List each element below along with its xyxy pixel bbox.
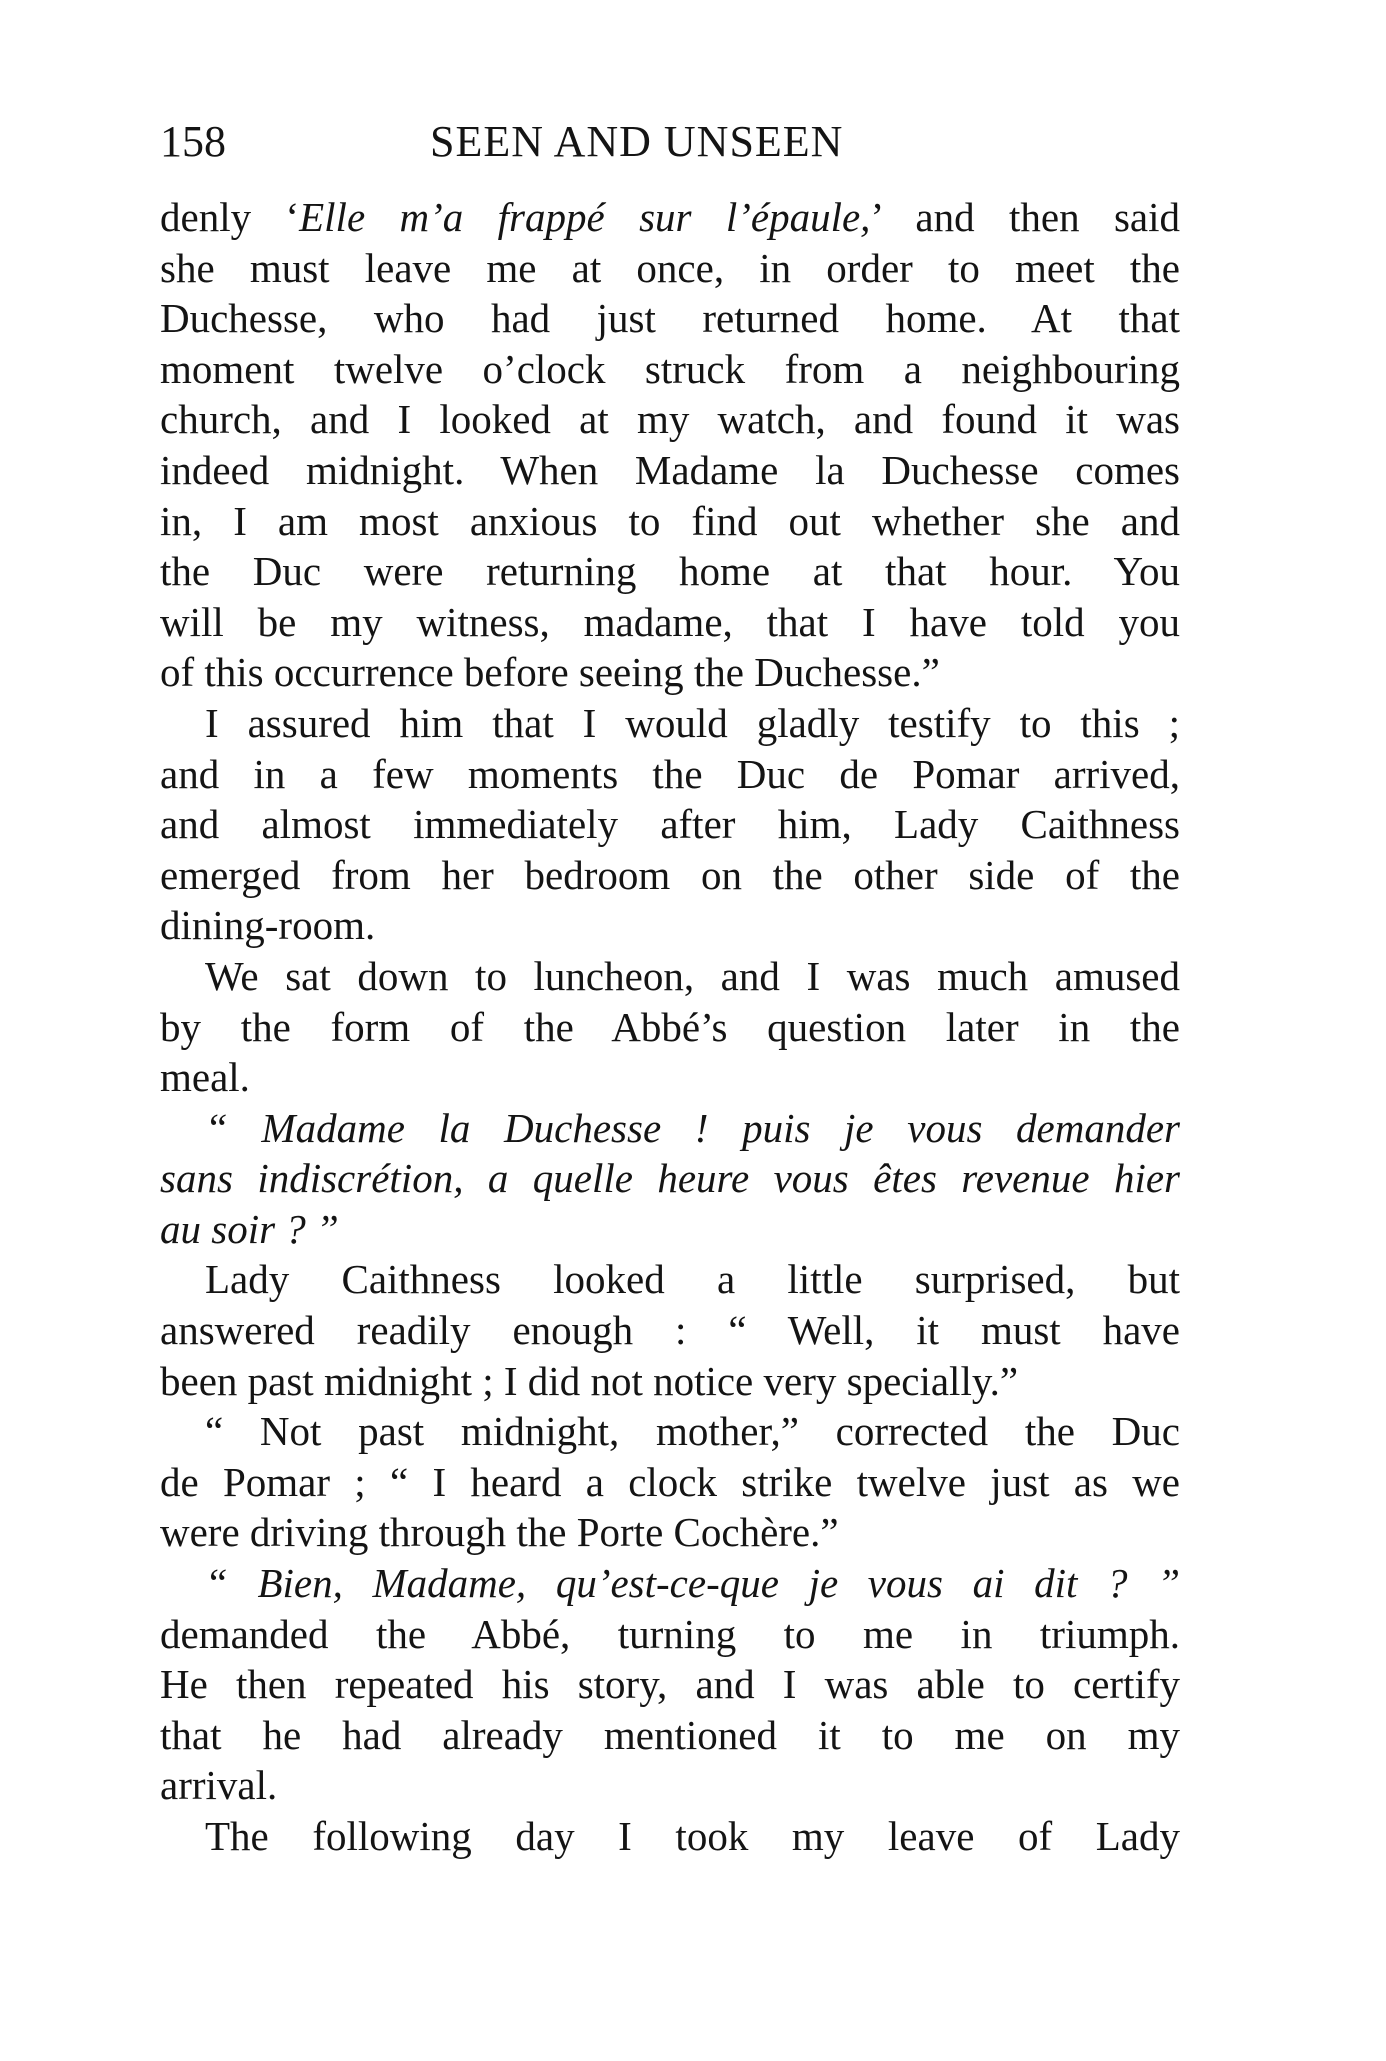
text-line: will be my witness, madame, that I have told you <box>160 598 1180 645</box>
text-line: arrival. <box>160 1762 278 1809</box>
text-line: that he had already mentioned it to me on my <box>160 1711 1180 1758</box>
body-text <box>160 192 1180 1862</box>
text-line: of this occurrence before seeing the Duchesse.” <box>160 649 940 696</box>
text-line: au soir ? ” <box>160 1205 339 1252</box>
running-header <box>160 112 1180 172</box>
text-line: church, and I looked at my watch, and found it was <box>160 396 1180 443</box>
text-line: were driving through the Porte Cochère.” <box>160 1509 839 1556</box>
text-line: answered readily enough : “ Well, it must have <box>160 1307 1180 1354</box>
text-line: We sat down to luncheon, and I was much amused <box>205 952 1180 999</box>
text-line: de Pomar ; “ I heard a clock strike twelve just as we <box>160 1458 1180 1505</box>
text-line: meal. <box>160 1054 250 1101</box>
text-line: emerged from her bedroom on the other side of the <box>160 851 1180 898</box>
text-line: The following day I took my leave of Lady <box>205 1813 1180 1859</box>
text-line: moment twelve o’clock struck from a neighbouring <box>160 345 1180 392</box>
text-line: Duchesse, who had just returned home. At that <box>160 295 1180 342</box>
text-line: sans indiscrétion, a quelle heure vous êtes revenue hier <box>160 1155 1180 1202</box>
french-quote: Elle m’a frappé sur l’épaule, <box>299 194 871 240</box>
running-title: SEEN AND UNSEEN <box>430 117 844 166</box>
page-number: 158 <box>160 117 226 166</box>
text-line: and in a few moments the Duc de Pomar arrived, <box>160 750 1180 797</box>
text-line: in, I am most anxious to find out whether she and <box>160 497 1180 544</box>
text-line: “ Bien, Madame, qu’est-ce-que je vous ai dit ? ” <box>205 1560 1180 1607</box>
text-line: she must leave me at once, in order to meet the <box>160 244 1180 291</box>
text-line: and almost immediately after him, Lady Caithness <box>160 801 1180 848</box>
text-line: Lady Caithness looked a little surprised, but <box>205 1256 1180 1303</box>
text-line: “ Not past midnight, mother,” corrected the Duc <box>205 1408 1180 1455</box>
text-line: dining-room. <box>160 902 376 949</box>
text-line: denly ‘Elle m’a frappé sur l’épaule,’ and then said <box>160 194 1180 240</box>
text-line: been past midnight ; I did not notice very specially.” <box>160 1357 1019 1404</box>
text-line: indeed midnight. When Madame la Duchesse comes <box>160 446 1180 493</box>
text-line: “ Madame la Duchesse ! puis je vous demander <box>205 1104 1180 1151</box>
text-line: the Duc were returning home at that hour. You <box>160 548 1180 595</box>
text-line: I assured him that I would gladly testify to this ; <box>205 699 1180 746</box>
text-line: demanded the Abbé, turning to me in triumph. <box>160 1610 1180 1657</box>
text-line: He then repeated his story, and I was able to certify <box>160 1661 1180 1708</box>
text-line: by the form of the Abbé’s question later in the <box>160 1003 1180 1050</box>
